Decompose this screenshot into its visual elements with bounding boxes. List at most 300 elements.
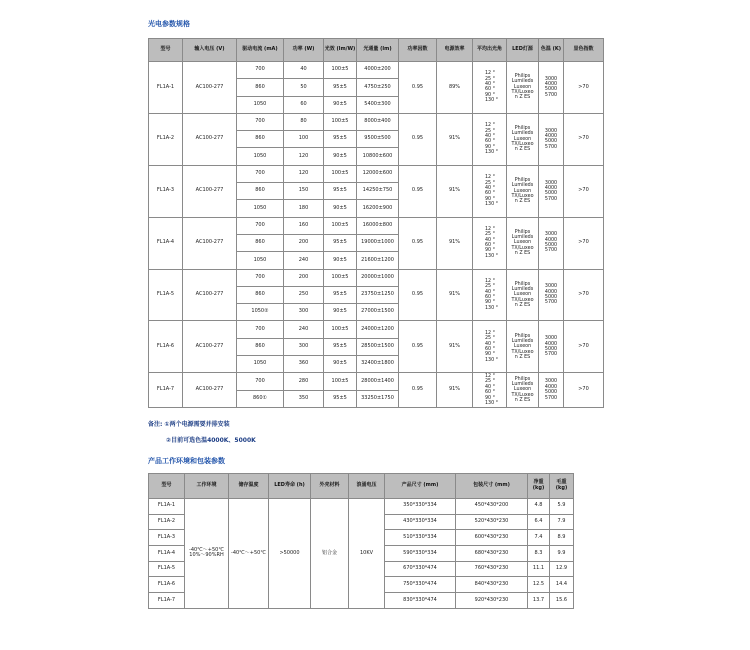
surge-voltage-cell: 10KV [349, 499, 385, 609]
cct-value: 3000 [544, 379, 558, 385]
flux-cell: 24000±1200 [357, 321, 399, 338]
led-source-line: TX/Luxeo [511, 193, 534, 199]
cct-value: 5000 [544, 390, 558, 396]
power-cell: 200 [284, 269, 324, 286]
beam-angle-value: 12 ° [485, 123, 496, 129]
beam-angle-value: 40 ° [485, 384, 496, 390]
cct-value: 5000 [544, 139, 558, 145]
cri-cell: >70 [564, 165, 604, 217]
flux-cell: 10800±600 [357, 148, 399, 165]
voltage-cell: AC100-277 [183, 217, 237, 269]
cri-cell: >70 [564, 321, 604, 373]
flux-cell: 28000±1400 [357, 373, 399, 390]
power-factor-cell: 0.95 [399, 321, 437, 373]
beam-angle-cell [473, 269, 507, 321]
power-cell: 160 [284, 217, 324, 234]
beam-angle-value: 12 ° [485, 330, 496, 336]
table-row [149, 499, 574, 515]
led-source-cell [507, 217, 539, 269]
beam-angle-value: 90 ° [485, 196, 496, 202]
beam-angle-value: 60 ° [485, 139, 496, 145]
beam-angle-value: 40 ° [485, 185, 496, 191]
beam-angle-value: 130 ° [485, 357, 499, 363]
beam-angle-value: 25 ° [485, 76, 496, 82]
current-cell: 860 [237, 79, 284, 96]
beam-angle-value: 90 ° [485, 92, 496, 98]
led-source-line: Philips [514, 177, 531, 183]
flux-cell: 19000±1000 [357, 234, 399, 251]
cct-value: 4000 [544, 133, 558, 139]
beam-angle-value: 60 ° [485, 191, 496, 197]
current-cell: 1050 [237, 252, 284, 269]
package-size-cell: 600*430*230 [456, 530, 528, 546]
table-row [149, 113, 604, 130]
table-row [149, 373, 604, 390]
optical-header-cell: 平均出光角 [473, 39, 507, 62]
voltage-cell: AC100-277 [183, 165, 237, 217]
current-cell: 1050 [237, 200, 284, 217]
led-source-line: Luxeon [513, 188, 532, 194]
model-cell: FL1A-5 [149, 269, 183, 321]
flux-cell: 4000±200 [357, 62, 399, 79]
flux-cell: 14250±750 [357, 183, 399, 200]
model-cell: FL1A-2 [149, 113, 183, 165]
led-source-line: Lumileds [511, 286, 534, 292]
power-factor-cell: 0.95 [399, 113, 437, 165]
cct-value: 5000 [544, 295, 558, 300]
flux-cell: 9500±500 [357, 131, 399, 148]
environment-packaging-table [148, 473, 574, 609]
flux-cell: 16200±900 [357, 200, 399, 217]
led-source-line: TX/Luxeo [511, 392, 534, 398]
cct-value: 5700 [544, 196, 558, 202]
led-source-cell [507, 165, 539, 217]
power-cell: 250 [284, 286, 324, 303]
cct-value: 5700 [544, 300, 558, 306]
efficacy-cell: 100±5 [324, 62, 357, 79]
driver-efficiency-cell: 91% [437, 217, 473, 269]
efficacy-cell: 100±5 [324, 321, 357, 338]
power-cell: 80 [284, 113, 324, 130]
optical-header-cell: 驱动电流 (mA) [237, 39, 284, 62]
voltage-cell: AC100-277 [183, 113, 237, 165]
table-row [149, 269, 604, 286]
power-cell: 300 [284, 338, 324, 355]
model-cell: FL1A-1 [149, 62, 183, 114]
power-cell: 350 [284, 390, 324, 407]
optical-header-cell: 型号 [149, 39, 183, 62]
environment-header-cell: 浪涌电压 [349, 474, 385, 499]
flux-cell: 28500±1500 [357, 338, 399, 355]
product-size-cell: 670*330*474 [385, 561, 456, 577]
flux-cell: 8000±400 [357, 113, 399, 130]
optical-header-cell: 电源效率 [437, 39, 473, 62]
driver-efficiency-cell: 91% [437, 321, 473, 373]
efficacy-cell: 95±5 [324, 338, 357, 355]
net-weight-cell: 12.5 [528, 577, 550, 593]
optical-spec-table [148, 38, 604, 408]
gross-weight-cell: 7.9 [550, 514, 574, 530]
package-size-cell: 520*430*230 [456, 514, 528, 530]
net-weight-cell: 13.7 [528, 593, 550, 609]
cct-value: 5000 [544, 87, 558, 93]
beam-angle-value: 40 ° [485, 82, 496, 88]
package-size-cell: 450*430*200 [456, 499, 528, 515]
cct-cell [539, 165, 564, 217]
beam-angle-value: 60 ° [485, 243, 496, 249]
led-source-line: Philips [514, 229, 531, 235]
current-cell: 700 [237, 217, 284, 234]
beam-angle-cell [473, 321, 507, 373]
cri-cell: >70 [564, 113, 604, 165]
optical-header-cell: 光通量 (lm) [357, 39, 399, 62]
environment-header-cell: 产品尺寸 (mm) [385, 474, 456, 499]
product-size-cell: 510*330*334 [385, 530, 456, 546]
beam-angle-value: 25 ° [485, 128, 496, 134]
package-size-cell: 680*430*230 [456, 546, 528, 562]
cct-value: 5700 [544, 144, 558, 150]
power-cell: 180 [284, 200, 324, 217]
led-source-line: TX/Luxeo [511, 297, 534, 303]
power-cell: 50 [284, 79, 324, 96]
environment-header-cell: 储存温度 [229, 474, 269, 499]
flux-cell: 27000±1500 [357, 304, 399, 321]
cct-value: 5700 [544, 92, 558, 98]
environment-header-cell: 净重(kg) [528, 474, 550, 499]
humidity-range-text: 10%～90%RH [189, 552, 224, 559]
cct-value: 3000 [544, 336, 558, 342]
led-source-line: n Z ES [514, 398, 531, 404]
package-size-cell: 920*430*230 [456, 593, 528, 609]
cct-cell [539, 113, 564, 165]
beam-angle-value: 90 ° [485, 300, 496, 306]
efficacy-cell: 90±5 [324, 200, 357, 217]
beam-angle-value: 60 ° [485, 87, 496, 93]
beam-angle-value: 130 ° [485, 305, 499, 311]
beam-angle-value: 40 ° [485, 133, 496, 139]
net-weight-cell: 8.3 [528, 546, 550, 562]
led-source-cell [507, 113, 539, 165]
power-cell: 120 [284, 165, 324, 182]
led-source-line: Philips [514, 333, 531, 339]
environment-header-cell: LED寿命 (h) [269, 474, 311, 499]
section-title-environment: 产品工作环境和包装参数 [148, 457, 225, 465]
efficacy-cell: 95±5 [324, 131, 357, 148]
efficacy-cell: 95±5 [324, 79, 357, 96]
cct-value: 4000 [544, 289, 558, 295]
environment-header-cell: 型号 [149, 474, 185, 499]
cct-value: 3000 [544, 232, 558, 238]
net-weight-cell: 6.4 [528, 514, 550, 530]
cct-value: 4000 [544, 237, 558, 243]
housing-material-cell: 铝合金 [311, 499, 349, 609]
note-line-2: ②目前可选色温4000K、5000K [166, 437, 256, 444]
led-source-line: Lumileds [511, 338, 534, 344]
optical-header-cell: 光效 (lm/W) [324, 39, 357, 62]
beam-angle-value: 40 ° [485, 289, 496, 295]
voltage-cell: AC100-277 [183, 62, 237, 114]
environment-header-cell: 包装尺寸 (mm) [456, 474, 528, 499]
current-cell: 860① [237, 390, 284, 407]
gross-weight-cell: 5.9 [550, 499, 574, 515]
note-line-1: 备注: ①两个电源需要并排安装 [148, 421, 230, 428]
package-size-cell: 760*430*230 [456, 561, 528, 577]
storage-temp-cell: -40℃～+50℃ [229, 499, 269, 609]
led-source-line: Luxeon [513, 292, 532, 298]
model-cell: FL1A-7 [149, 593, 185, 609]
voltage-cell: AC100-277 [183, 321, 237, 373]
cct-value: 3000 [544, 128, 558, 134]
beam-angle-value: 12 ° [485, 374, 496, 380]
flux-cell: 23750±1250 [357, 286, 399, 303]
led-source-line: Lumileds [511, 235, 534, 241]
led-source-line: Lumileds [511, 382, 534, 388]
power-cell: 300 [284, 304, 324, 321]
power-cell: 100 [284, 131, 324, 148]
beam-angle-value: 60 ° [485, 295, 496, 300]
led-source-line: n Z ES [514, 147, 531, 153]
gross-weight-cell: 8.9 [550, 530, 574, 546]
efficacy-cell: 90±5 [324, 148, 357, 165]
led-source-cell [507, 62, 539, 114]
model-cell: FL1A-7 [149, 373, 183, 408]
beam-angle-value: 130 ° [485, 400, 499, 406]
current-cell: 700 [237, 269, 284, 286]
work-environment-cell [185, 499, 229, 609]
power-cell: 200 [284, 234, 324, 251]
efficacy-cell: 100±5 [324, 269, 357, 286]
optical-header-cell: 输入电压 (V) [183, 39, 237, 62]
cct-value: 5700 [544, 395, 558, 401]
power-cell: 150 [284, 183, 324, 200]
led-source-line: Luxeon [513, 240, 532, 246]
power-cell: 360 [284, 356, 324, 373]
model-cell: FL1A-3 [149, 165, 183, 217]
optical-header-cell: LED灯源 [507, 39, 539, 62]
beam-angle-value: 40 ° [485, 237, 496, 243]
beam-angle-cell [473, 373, 507, 408]
gross-weight-cell: 15.6 [550, 593, 574, 609]
efficacy-cell: 90±5 [324, 252, 357, 269]
beam-angle-value: 90 ° [485, 248, 496, 254]
led-source-line: n Z ES [514, 303, 531, 309]
power-cell: 60 [284, 96, 324, 113]
model-cell: FL1A-1 [149, 499, 185, 515]
beam-angle-value: 12 ° [485, 71, 496, 77]
beam-angle-cell [473, 113, 507, 165]
net-weight-cell: 7.4 [528, 530, 550, 546]
net-weight-cell: 4.8 [528, 499, 550, 515]
led-source-line: n Z ES [514, 95, 531, 101]
cct-value: 5000 [544, 243, 558, 249]
beam-angle-cell [473, 62, 507, 114]
voltage-cell: AC100-277 [183, 269, 237, 321]
led-source-line: TX/Luxeo [511, 349, 534, 355]
flux-cell: 16000±800 [357, 217, 399, 234]
led-source-line: Luxeon [513, 136, 532, 142]
efficacy-cell: 90±5 [324, 356, 357, 373]
environment-header-cell: 工作环境 [185, 474, 229, 499]
efficacy-cell: 100±5 [324, 113, 357, 130]
efficacy-cell: 100±5 [324, 165, 357, 182]
gross-weight-cell: 9.9 [550, 546, 574, 562]
cct-value: 5000 [544, 191, 558, 197]
led-source-line: TX/Luxeo [511, 245, 534, 251]
driver-efficiency-cell: 91% [437, 269, 473, 321]
led-source-line: TX/Luxeo [511, 90, 534, 96]
efficacy-cell: 100±5 [324, 373, 357, 390]
optical-header-cell: 色温 (K) [539, 39, 564, 62]
product-size-cell: 590*330*334 [385, 546, 456, 562]
cct-value: 3000 [544, 76, 558, 82]
power-factor-cell: 0.95 [399, 217, 437, 269]
beam-angle-value: 25 ° [485, 284, 496, 290]
current-cell: 1050 [237, 96, 284, 113]
current-cell: 700 [237, 62, 284, 79]
cct-value: 5700 [544, 352, 558, 358]
flux-cell: 32400±1800 [357, 356, 399, 373]
cct-value: 4000 [544, 384, 558, 390]
current-cell: 860 [237, 183, 284, 200]
driver-efficiency-cell: 91% [437, 165, 473, 217]
driver-efficiency-cell: 91% [437, 113, 473, 165]
led-source-cell [507, 321, 539, 373]
temp-range-text: -40℃～+50℃ [189, 546, 224, 553]
cct-value: 5700 [544, 248, 558, 254]
cct-cell [539, 62, 564, 114]
current-cell: 700 [237, 373, 284, 390]
led-source-line: Lumileds [511, 79, 534, 85]
cct-cell [539, 217, 564, 269]
efficacy-cell: 95±5 [324, 234, 357, 251]
current-cell: 1050② [237, 304, 284, 321]
beam-angle-value: 25 ° [485, 336, 496, 342]
beam-angle-cell [473, 165, 507, 217]
led-source-line: n Z ES [514, 251, 531, 257]
power-factor-cell: 0.95 [399, 373, 437, 408]
flux-cell: 21600±1200 [357, 252, 399, 269]
led-source-line: n Z ES [514, 354, 531, 360]
flux-cell: 12000±600 [357, 165, 399, 182]
cct-cell [539, 373, 564, 408]
led-source-cell [507, 373, 539, 408]
table-row [149, 62, 604, 79]
cct-value: 4000 [544, 341, 558, 347]
beam-angle-value: 130 ° [485, 98, 499, 104]
cct-value: 4000 [544, 185, 558, 191]
optical-header-cell: 功率 (W) [284, 39, 324, 62]
efficacy-cell: 95±5 [324, 286, 357, 303]
driver-efficiency-cell: 91% [437, 373, 473, 408]
model-cell: FL1A-4 [149, 217, 183, 269]
beam-angle-value: 130 ° [485, 150, 499, 156]
model-cell: FL1A-5 [149, 561, 185, 577]
current-cell: 860 [237, 234, 284, 251]
beam-angle-value: 130 ° [485, 201, 499, 207]
cri-cell: >70 [564, 373, 604, 408]
led-source-line: Luxeon [513, 387, 532, 393]
cri-cell: >70 [564, 269, 604, 321]
beam-angle-value: 90 ° [485, 352, 496, 358]
model-cell: FL1A-6 [149, 321, 183, 373]
power-factor-cell: 0.95 [399, 269, 437, 321]
power-factor-cell: 0.95 [399, 62, 437, 114]
gross-weight-cell: 14.4 [550, 577, 574, 593]
cct-cell [539, 269, 564, 321]
model-cell: FL1A-3 [149, 530, 185, 546]
beam-angle-value: 130 ° [485, 253, 499, 259]
net-weight-cell: 11.1 [528, 561, 550, 577]
led-source-line: Philips [514, 74, 531, 80]
product-size-cell: 830*330*474 [385, 593, 456, 609]
led-life-cell: >50000 [269, 499, 311, 609]
flux-cell: 4750±250 [357, 79, 399, 96]
efficacy-cell: 95±5 [324, 183, 357, 200]
led-source-line: TX/Luxeo [511, 142, 534, 148]
power-cell: 40 [284, 62, 324, 79]
product-size-cell: 350*330*334 [385, 499, 456, 515]
driver-efficiency-cell: 89% [437, 62, 473, 114]
model-cell: FL1A-2 [149, 514, 185, 530]
led-source-line: Luxeon [513, 84, 532, 90]
beam-angle-value: 12 ° [485, 227, 496, 233]
led-source-cell [507, 269, 539, 321]
power-cell: 240 [284, 252, 324, 269]
beam-angle-value: 25 ° [485, 379, 496, 385]
led-source-line: Lumileds [511, 131, 534, 137]
table-row [149, 321, 604, 338]
power-cell: 280 [284, 373, 324, 390]
environment-header-cell: 外壳材料 [311, 474, 349, 499]
beam-angle-cell [473, 217, 507, 269]
power-cell: 240 [284, 321, 324, 338]
led-source-line: Philips [514, 376, 531, 382]
led-source-line: Luxeon [513, 344, 532, 350]
package-size-cell: 840*430*230 [456, 577, 528, 593]
current-cell: 860 [237, 131, 284, 148]
environment-header-cell: 毛重 (kg) [550, 474, 574, 499]
led-source-line: n Z ES [514, 199, 531, 205]
led-source-line: Philips [514, 281, 531, 287]
efficacy-cell: 100±5 [324, 217, 357, 234]
current-cell: 1050 [237, 356, 284, 373]
product-size-cell: 750*330*474 [385, 577, 456, 593]
optical-table-header [149, 39, 604, 62]
beam-angle-value: 40 ° [485, 341, 496, 347]
cct-value: 4000 [544, 82, 558, 88]
cri-cell: >70 [564, 217, 604, 269]
beam-angle-value: 25 ° [485, 232, 496, 238]
beam-angle-value: 90 ° [485, 395, 496, 401]
table-row [149, 217, 604, 234]
cct-value: 3000 [544, 180, 558, 186]
efficacy-cell: 90±5 [324, 96, 357, 113]
beam-angle-value: 12 ° [485, 175, 496, 181]
beam-angle-value: 12 ° [485, 278, 496, 284]
product-size-cell: 430*330*334 [385, 514, 456, 530]
optical-header-cell: 显色指数 [564, 39, 604, 62]
model-cell: FL1A-6 [149, 577, 185, 593]
environment-table-header [149, 474, 574, 499]
current-cell: 860 [237, 286, 284, 303]
cct-cell [539, 321, 564, 373]
efficacy-cell: 95±5 [324, 390, 357, 407]
cct-value: 3000 [544, 284, 558, 290]
section-title-optical: 光电参数规格 [148, 20, 190, 28]
current-cell: 700 [237, 165, 284, 182]
power-factor-cell: 0.95 [399, 165, 437, 217]
current-cell: 700 [237, 321, 284, 338]
